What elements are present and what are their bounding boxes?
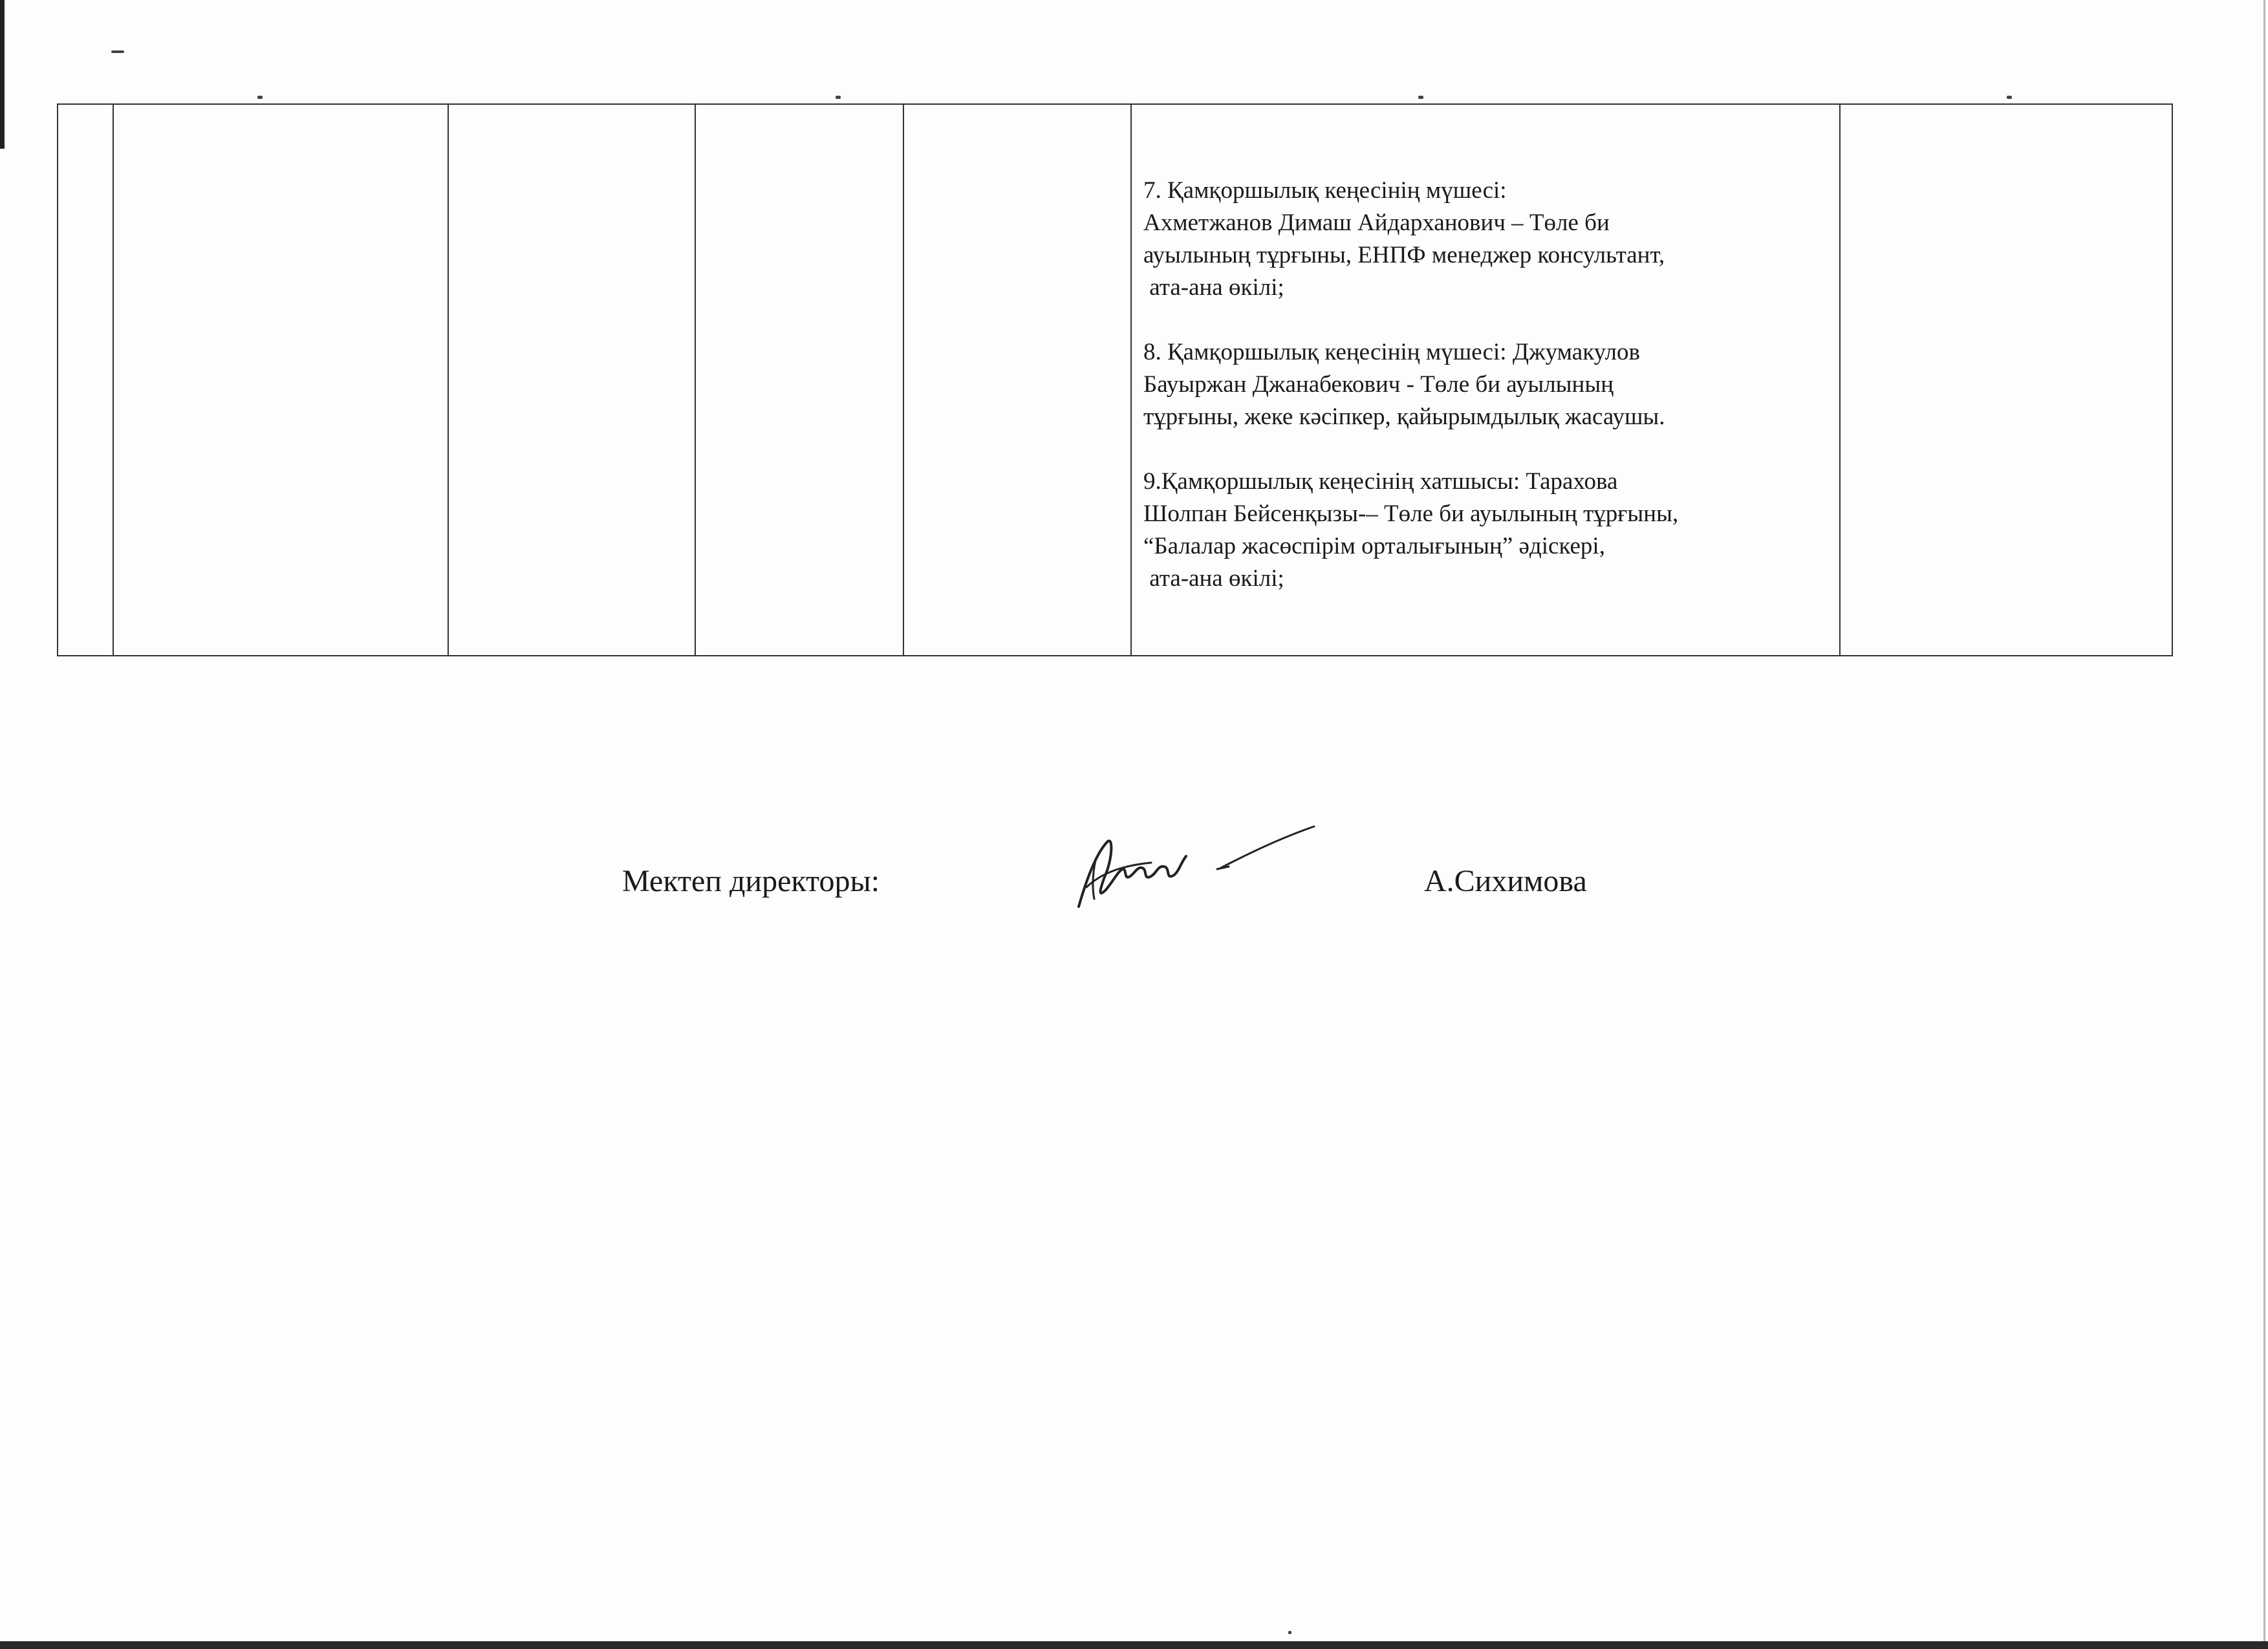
scan-speck [1418,96,1423,99]
table-cell [903,104,1131,656]
table-cell-number [58,104,113,656]
scan-speck [2007,96,2012,99]
table-row [58,104,2172,656]
entry-line: Шолпан Бейсенқызы-– Төле би ауылының тұрғыны, [1143,501,1679,527]
table-cell [695,104,903,656]
entry-line: тұрғыны, жеке кәсіпкер, қайырымдылық жасаушы. [1143,404,1665,430]
member-entry-9 [1143,466,1839,595]
scan-speck [111,50,124,53]
members-table-grid [57,103,2173,656]
entry-line: ауылының тұрғыны, ЕНПФ менеджер консультант, [1143,242,1665,268]
scan-speck [257,96,263,99]
entry-line: 9.Қамқоршылық кеңесінің хатшысы: Тарахова [1143,468,1618,495]
member-entry-8 [1143,336,1839,433]
handwritten-signature [1067,815,1326,912]
entry-line: Ахметжанов Димаш Айдарханович – Төле би [1143,210,1610,236]
table-cell-members [1131,104,1840,656]
entry-line: 8. Қамқоршылық кеңесінің мүшесі: Джумакулов [1143,339,1640,365]
table-cell [113,104,448,656]
entry-line: ата-ана өкілі; [1143,274,1284,301]
signatory-name: А.Сихимова [1424,864,1587,898]
scan-speck [1288,1631,1291,1634]
entry-line: “Балалар жасөспірім орталығының” әдіскері, [1143,533,1605,559]
entry-line: Бауыржан Джанабекович - Төле би ауылының [1143,371,1614,398]
scan-speck [836,96,841,99]
members-table [57,103,2172,656]
table-cell [448,104,695,656]
entry-line: ата-ана өкілі; [1143,565,1284,592]
entry-line: 7. Қамқоршылық кеңесінің мүшесі: [1143,177,1507,204]
scan-right-edge [2263,0,2265,1649]
signature-label: Мектеп директоры: [622,864,880,898]
scan-left-edge [0,0,5,149]
table-cell [1840,104,2172,656]
scan-bottom-edge [0,1641,2268,1649]
member-entry-7 [1143,175,1839,304]
